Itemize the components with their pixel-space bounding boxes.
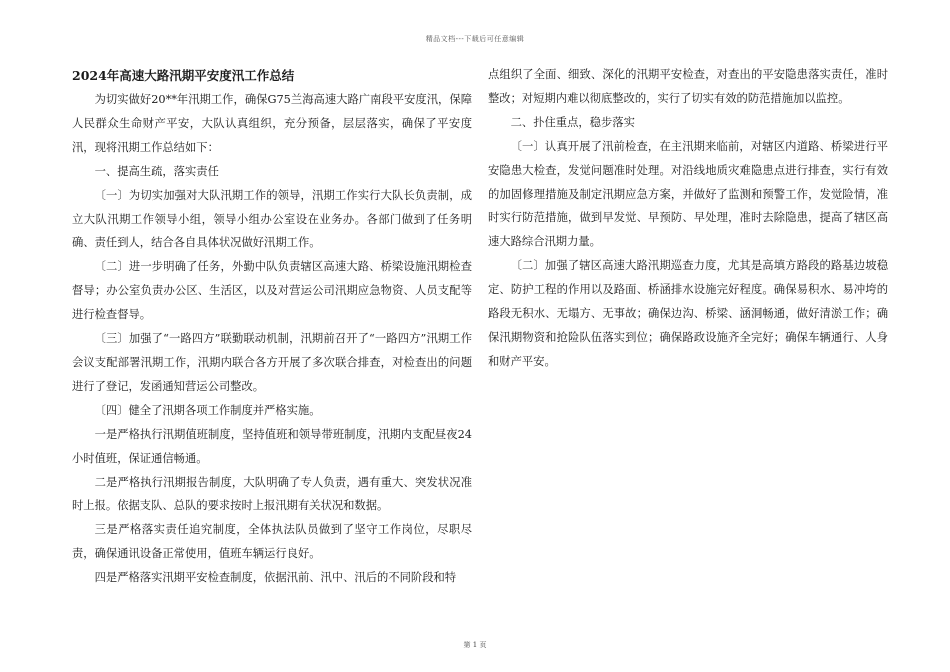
paragraph: 〔四〕健全了汛期各项工作制度并严格实施。 <box>94 403 321 417</box>
page-header: 精品文档---下载后可任意编辑 <box>425 35 525 43</box>
paragraph-continued: 点组织了全面、细致、深化的汛期平安检查，对查出的平安隐患落实责任，准时整改；对短期内难以彻底整改的，实行了切实有效的防范措施加以监控。 <box>488 68 888 105</box>
right-column <box>488 63 888 374</box>
paragraph: 三是严格落实责任追究制度，全体执法队员做到了坚守工作岗位，尽职尽责，确保通讯设备正常使用，值班车辆运行良好。 <box>72 523 472 561</box>
document-title: 2024年高速大路汛期平安度汛工作总结 <box>72 68 295 83</box>
section-heading: 一、提高生疏，落实责任 <box>94 164 219 178</box>
paragraph: 为切实做好20**年汛期工作，确保G75兰海高速大路广南段平安度汛，保障人民群众生命财产平安，大队认真组织，充分预备，层层落实，确保了平安度汛，现将汛期工作总结如下： <box>72 93 472 154</box>
paragraph: 二是严格执行汛期报告制度，大队明确了专人负责，遇有重大、突发状况准时上报。依据支队、总队的要求按时上报汛期有关状况和数据。 <box>72 475 472 513</box>
paragraph: 一是严格执行汛期值班制度，坚持值班和领导带班制度，汛期内支配昼夜24小时值班，保证通信畅通。 <box>72 427 472 465</box>
paragraph: 四是严格落实汛期平安检查制度，依据汛前、汛中、汛后的不同阶段和特 <box>94 571 457 585</box>
paragraph: 〔一〕认真开展了汛前检查，在主汛期来临前，对辖区内道路、桥梁进行平安隐患大检查，发觉问题准时处理。对沿线地质灾难隐患点进行排查，实行有效的加固修理措施及制定汛期应急方案，并做好了监测和预警工作，发觉险情，准时实行防范措施，做到早发觉、早预防、早处理，准时去除隐患，提高了辖区高速大路综合汛期力量。 <box>488 139 888 249</box>
page-footer: 第 1 页 <box>463 641 487 649</box>
left-column <box>72 63 472 590</box>
paragraph: 〔二〕进一步明确了任务，外勤中队负责辖区高速大路、桥梁设施汛期检查督导；办公室负责办公区、生活区，以及对营运公司汛期应急物资、人员支配等进行检查督导。 <box>72 260 472 322</box>
section-heading: 二、扑住重点，稳步落实 <box>510 115 635 129</box>
paragraph: 〔一〕为切实加强对大队汛期工作的领导，汛期工作实行大队长负责制，成立大队汛期工作领导小组，领导小组办公室设在业务办。各部门做到了任务明确、责任到人，结合各自具体状况做好汛期工作。 <box>72 188 472 250</box>
paragraph: 〔二〕加强了辖区高速大路汛期巡查力度，尤其是高填方路段的路基边坡稳定、防护工程的作用以及路面、桥涵排水设施完好程度。确保易积水、易冲垮的路段无积水、无塌方、无事故；确保边沟、桥梁、涵洞畅通，做好清淤工作；确保汛期物资和抢险队伍落实到位；确保路政设施齐全完好；确保车辆通行、人身和财产平安。 <box>488 259 888 368</box>
paragraph: 〔三〕加强了“一路四方”联勤联动机制，汛期前召开了“一路四方”汛期工作会议支配部署汛期工作，汛期内联合各方开展了多次联合排查，对检查出的问题进行了登记，发函通知营运公司整改。 <box>72 332 472 393</box>
